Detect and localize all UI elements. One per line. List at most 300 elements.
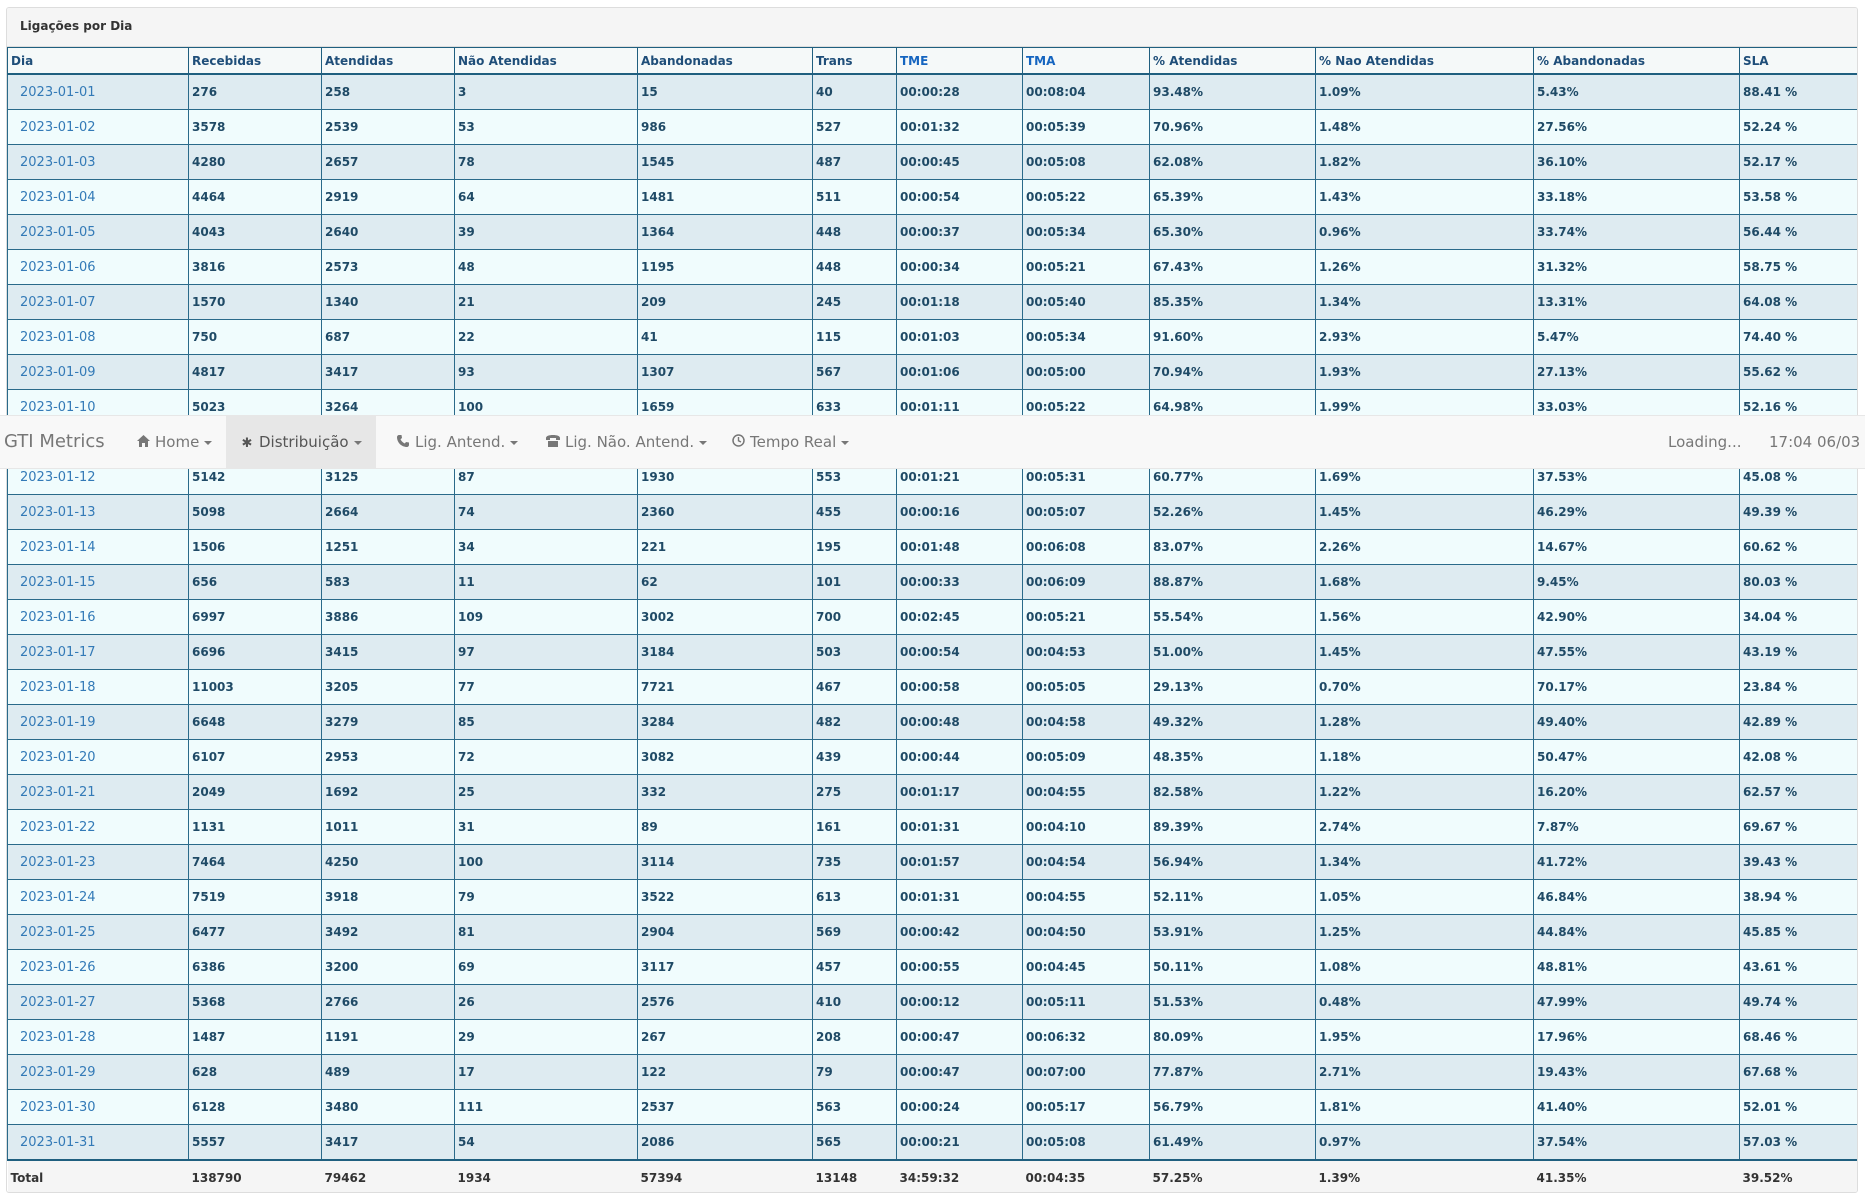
table-cell-pct-abandonadas: 5.47% <box>1534 320 1740 355</box>
table-cell-nao-atendidas: 48 <box>455 250 638 285</box>
table-cell-trans: 511 <box>813 180 897 215</box>
table-cell-recebidas: 6696 <box>189 635 322 670</box>
table-cell-pct-abandonadas: 33.18% <box>1534 180 1740 215</box>
table-cell-atendidas: 1011 <box>322 810 455 845</box>
table-cell-atendidas: 2657 <box>322 145 455 180</box>
table-cell-atendidas: 2640 <box>322 215 455 250</box>
table-cell-tma: 00:08:04 <box>1023 74 1150 110</box>
table-cell-pct-atendidas: 60.77% <box>1150 460 1316 495</box>
nav-lig-nao-antend[interactable] <box>536 416 717 468</box>
table-cell-pct-abandonadas: 46.84% <box>1534 880 1740 915</box>
table-cell-sla: 42.89 % <box>1740 705 1858 740</box>
table-cell-pct-atendidas: 83.07% <box>1150 530 1316 565</box>
chevron-down-icon <box>510 441 518 445</box>
table-row <box>8 705 1858 740</box>
table-cell-abandonadas: 1659 <box>638 390 813 425</box>
table-cell-atendidas: 583 <box>322 565 455 600</box>
table-cell-tma: 00:05:07 <box>1023 495 1150 530</box>
table-cell-sla: 52.16 % <box>1740 390 1858 425</box>
table-cell-tma: 00:05:08 <box>1023 145 1150 180</box>
table-cell-pct-atendidas: 85.35% <box>1150 285 1316 320</box>
day-link[interactable]: 2023-01-05 <box>8 215 189 250</box>
table-row <box>8 600 1858 635</box>
table-cell-pct-nao-atendidas: 1.45% <box>1316 495 1534 530</box>
table-cell-sla: 52.01 % <box>1740 1090 1858 1125</box>
table-cell-pct-nao-atendidas: 1.34% <box>1316 285 1534 320</box>
table-cell-nao-atendidas: 21 <box>455 285 638 320</box>
table-cell-trans: 101 <box>813 565 897 600</box>
table-row <box>8 775 1858 810</box>
table-cell-recebidas: 276 <box>189 74 322 110</box>
table-cell-trans: 245 <box>813 285 897 320</box>
table-cell-pct-nao-atendidas: 2.71% <box>1316 1055 1534 1090</box>
table-cell-sla: 69.67 % <box>1740 810 1858 845</box>
table-cell-trans: 40 <box>813 74 897 110</box>
table-cell-tme: 00:00:48 <box>897 705 1023 740</box>
table-cell-recebidas: 6128 <box>189 1090 322 1125</box>
table-cell-pct-nao-atendidas: 1.26% <box>1316 250 1534 285</box>
table-cell-pct-nao-atendidas: 1.56% <box>1316 600 1534 635</box>
table-cell-tma: 00:05:21 <box>1023 250 1150 285</box>
table-cell-abandonadas: 3522 <box>638 880 813 915</box>
table-cell-pct-nao-atendidas: 1.34% <box>1316 845 1534 880</box>
table-cell-tme: 00:00:47 <box>897 1020 1023 1055</box>
table-cell-atendidas: 2664 <box>322 495 455 530</box>
table-cell-nao-atendidas: 53 <box>455 110 638 145</box>
home-icon <box>136 418 150 470</box>
table-cell-pct-nao-atendidas: 0.96% <box>1316 215 1534 250</box>
table-cell-pct-atendidas: 56.94% <box>1150 845 1316 880</box>
table-cell-pct-atendidas: 29.13% <box>1150 670 1316 705</box>
table-cell-atendidas: 3918 <box>322 880 455 915</box>
table-cell-tma: 00:06:08 <box>1023 530 1150 565</box>
top-navbar <box>0 415 1865 469</box>
table-cell-pct-atendidas: 80.09% <box>1150 1020 1316 1055</box>
table-cell-recebidas: 6107 <box>189 740 322 775</box>
column-header-pct-atendidas: % Atendidas <box>1150 48 1316 75</box>
table-cell-tma: 00:05:08 <box>1023 1125 1150 1161</box>
table-cell-trans: 448 <box>813 215 897 250</box>
table-cell-trans: 700 <box>813 600 897 635</box>
table-cell-pct-atendidas: 48.35% <box>1150 740 1316 775</box>
nav-lig-antend-label: Lig. Antend. <box>415 433 506 451</box>
table-cell-recebidas: 3816 <box>189 250 322 285</box>
table-cell-pct-nao-atendidas: 2.74% <box>1316 810 1534 845</box>
day-link[interactable]: 2023-01-19 <box>8 705 189 740</box>
table-cell-pct-abandonadas: 9.45% <box>1534 565 1740 600</box>
table-cell-recebidas: 5368 <box>189 985 322 1020</box>
table-row <box>8 810 1858 845</box>
table-cell-sla: 53.58 % <box>1740 180 1858 215</box>
table-cell-tme: 00:00:58 <box>897 670 1023 705</box>
table-cell-tme: 00:00:47 <box>897 1055 1023 1090</box>
table-cell-trans: 448 <box>813 250 897 285</box>
table-cell-nao-atendidas: 11 <box>455 565 638 600</box>
table-cell-pct-abandonadas: 7.87% <box>1534 810 1740 845</box>
table-cell-nao-atendidas: 87 <box>455 460 638 495</box>
table-cell-abandonadas: 122 <box>638 1055 813 1090</box>
day-link[interactable]: 2023-01-16 <box>8 600 189 635</box>
table-cell-atendidas: 3279 <box>322 705 455 740</box>
table-cell-recebidas: 628 <box>189 1055 322 1090</box>
table-cell-tma: 00:05:00 <box>1023 355 1150 390</box>
table-cell-recebidas: 656 <box>189 565 322 600</box>
table-cell-nao-atendidas: 39 <box>455 215 638 250</box>
ligacoes-panel <box>6 7 1861 1193</box>
column-header-tme[interactable]: TME <box>897 48 1023 75</box>
table-row <box>8 180 1858 215</box>
table-cell-recebidas: 5098 <box>189 495 322 530</box>
day-link[interactable]: 2023-01-02 <box>8 110 189 145</box>
table-cell-abandonadas: 15 <box>638 74 813 110</box>
day-link[interactable]: 2023-01-03 <box>8 145 189 180</box>
table-cell-nao-atendidas: 34 <box>455 530 638 565</box>
table-cell-pct-atendidas: 52.26% <box>1150 495 1316 530</box>
clock-icon <box>731 418 745 470</box>
table-cell-nao-atendidas: 54 <box>455 1125 638 1161</box>
table-cell-recebidas: 11003 <box>189 670 322 705</box>
table-cell-recebidas: 6386 <box>189 950 322 985</box>
table-cell-abandonadas: 2576 <box>638 985 813 1020</box>
table-cell-pct-abandonadas: 36.10% <box>1534 145 1740 180</box>
table-cell-trans: 457 <box>813 950 897 985</box>
table-cell-sla: 43.19 % <box>1740 635 1858 670</box>
table-cell-sla: 34.04 % <box>1740 600 1858 635</box>
table-cell-trans: 633 <box>813 390 897 425</box>
table-cell-nao-atendidas: 100 <box>455 845 638 880</box>
table-row <box>8 145 1858 180</box>
table-cell-pct-nao-atendidas: 1.68% <box>1316 565 1534 600</box>
table-cell-pct-abandonadas: 33.74% <box>1534 215 1740 250</box>
day-link[interactable]: 2023-01-10 <box>8 390 189 425</box>
table-cell-abandonadas: 267 <box>638 1020 813 1055</box>
table-cell-tme: 00:01:03 <box>897 320 1023 355</box>
day-link[interactable]: 2023-01-04 <box>8 180 189 215</box>
table-cell-trans: 569 <box>813 915 897 950</box>
table-cell-pct-atendidas: 70.96% <box>1150 110 1316 145</box>
table-cell-recebidas: 5557 <box>189 1125 322 1161</box>
table-cell-tma: 00:04:58 <box>1023 705 1150 740</box>
nav-lig-antend[interactable] <box>386 416 528 468</box>
table-cell-tme: 00:00:45 <box>897 145 1023 180</box>
table-cell-pct-nao-atendidas: 1.81% <box>1316 1090 1534 1125</box>
table-cell-recebidas: 6477 <box>189 915 322 950</box>
table-cell-tma: 00:04:53 <box>1023 635 1150 670</box>
table-cell-recebidas: 6648 <box>189 705 322 740</box>
table-cell-atendidas: 4250 <box>322 845 455 880</box>
clock-readout: 17:04 06/03 <box>1769 433 1861 451</box>
nav-distribuicao[interactable] <box>226 416 376 468</box>
table-cell-pct-abandonadas: 31.32% <box>1534 250 1740 285</box>
panel-title: Ligações por Dia <box>7 8 1857 47</box>
table-cell-tme: 00:00:42 <box>897 915 1023 950</box>
table-cell-abandonadas: 3284 <box>638 705 813 740</box>
table-cell-tma: 00:05:34 <box>1023 320 1150 355</box>
table-cell-trans: 563 <box>813 1090 897 1125</box>
table-cell-pct-nao-atendidas: 0.70% <box>1316 670 1534 705</box>
table-cell-atendidas: 3492 <box>322 915 455 950</box>
table-cell-recebidas: 4817 <box>189 355 322 390</box>
table-cell-pct-nao-atendidas: 1.43% <box>1316 180 1534 215</box>
chevron-down-icon <box>354 441 362 445</box>
table-cell-recebidas: 1570 <box>189 285 322 320</box>
table-cell-nao-atendidas: 111 <box>455 1090 638 1125</box>
table-cell-tma: 00:05:22 <box>1023 180 1150 215</box>
table-cell-trans: 565 <box>813 1125 897 1161</box>
table-cell-tme: 00:02:45 <box>897 600 1023 635</box>
table-row <box>8 495 1858 530</box>
nav-home[interactable] <box>126 416 226 468</box>
table-cell-pct-abandonadas: 48.81% <box>1534 950 1740 985</box>
table-cell-nao-atendidas: 79 <box>455 880 638 915</box>
table-cell-sla: 62.57 % <box>1740 775 1858 810</box>
table-cell-nao-atendidas: 31 <box>455 810 638 845</box>
table-cell-abandonadas: 1481 <box>638 180 813 215</box>
table-row <box>8 880 1858 915</box>
table-cell-tme: 00:01:31 <box>897 880 1023 915</box>
table-cell-pct-abandonadas: 17.96% <box>1534 1020 1740 1055</box>
table-cell-tma: 00:05:21 <box>1023 600 1150 635</box>
total-label: Total <box>8 1160 189 1193</box>
table-cell-tma: 00:05:40 <box>1023 285 1150 320</box>
table-cell-tme: 00:00:24 <box>897 1090 1023 1125</box>
table-cell-sla: 64.08 % <box>1740 285 1858 320</box>
day-link[interactable]: 2023-01-20 <box>8 740 189 775</box>
table-cell-pct-abandonadas: 44.84% <box>1534 915 1740 950</box>
table-cell-pct-atendidas: 50.11% <box>1150 950 1316 985</box>
table-cell-abandonadas: 1930 <box>638 460 813 495</box>
asterisk-icon: ✱ <box>241 436 253 451</box>
column-header-abandonadas: Abandonadas <box>638 48 813 75</box>
table-cell-atendidas: 3415 <box>322 635 455 670</box>
table-cell-pct-atendidas: 88.87% <box>1150 565 1316 600</box>
table-cell-pct-abandonadas: 37.53% <box>1534 460 1740 495</box>
total-cell-pct-atendidas: 57.25% <box>1150 1160 1316 1193</box>
table-cell-nao-atendidas: 100 <box>455 390 638 425</box>
table-row <box>8 670 1858 705</box>
table-cell-sla: 52.17 % <box>1740 145 1858 180</box>
table-cell-atendidas: 3205 <box>322 670 455 705</box>
table-cell-tme: 00:00:37 <box>897 215 1023 250</box>
table-cell-abandonadas: 89 <box>638 810 813 845</box>
table-row <box>8 1020 1858 1055</box>
day-link[interactable]: 2023-01-29 <box>8 1055 189 1090</box>
column-header-tma[interactable]: TMA <box>1023 48 1150 75</box>
table-cell-trans: 527 <box>813 110 897 145</box>
table-cell-abandonadas: 7721 <box>638 670 813 705</box>
table-cell-trans: 455 <box>813 495 897 530</box>
table-cell-nao-atendidas: 72 <box>455 740 638 775</box>
day-link[interactable]: 2023-01-18 <box>8 670 189 705</box>
day-link[interactable]: 2023-01-22 <box>8 810 189 845</box>
column-header-dia: Dia <box>8 48 189 75</box>
table-cell-atendidas: 687 <box>322 320 455 355</box>
table-cell-pct-nao-atendidas: 1.69% <box>1316 460 1534 495</box>
table-cell-recebidas: 750 <box>189 320 322 355</box>
table-cell-pct-abandonadas: 47.55% <box>1534 635 1740 670</box>
table-cell-tme: 00:00:44 <box>897 740 1023 775</box>
table-cell-pct-nao-atendidas: 2.26% <box>1316 530 1534 565</box>
table-cell-nao-atendidas: 3 <box>455 74 638 110</box>
table-cell-atendidas: 258 <box>322 74 455 110</box>
table-row <box>8 985 1858 1020</box>
day-link[interactable]: 2023-01-31 <box>8 1125 189 1161</box>
table-cell-pct-atendidas: 52.11% <box>1150 880 1316 915</box>
table-cell-pct-atendidas: 51.00% <box>1150 635 1316 670</box>
day-link[interactable]: 2023-01-23 <box>8 845 189 880</box>
day-link[interactable]: 2023-01-26 <box>8 950 189 985</box>
table-cell-trans: 613 <box>813 880 897 915</box>
table-cell-pct-nao-atendidas: 1.28% <box>1316 705 1534 740</box>
table-cell-pct-nao-atendidas: 1.18% <box>1316 740 1534 775</box>
table-cell-pct-nao-atendidas: 0.97% <box>1316 1125 1534 1161</box>
table-header-row <box>8 48 1858 75</box>
table-cell-pct-atendidas: 70.94% <box>1150 355 1316 390</box>
day-link[interactable]: 2023-01-28 <box>8 1020 189 1055</box>
day-link[interactable]: 2023-01-17 <box>8 635 189 670</box>
table-cell-pct-nao-atendidas: 1.93% <box>1316 355 1534 390</box>
table-cell-abandonadas: 221 <box>638 530 813 565</box>
table-cell-pct-nao-atendidas: 1.82% <box>1316 145 1534 180</box>
day-link[interactable]: 2023-01-01 <box>8 74 189 110</box>
table-cell-pct-atendidas: 49.32% <box>1150 705 1316 740</box>
table-cell-sla: 52.24 % <box>1740 110 1858 145</box>
day-link[interactable]: 2023-01-07 <box>8 285 189 320</box>
table-cell-pct-atendidas: 67.43% <box>1150 250 1316 285</box>
table-cell-recebidas: 4043 <box>189 215 322 250</box>
table-cell-nao-atendidas: 109 <box>455 600 638 635</box>
day-link[interactable]: 2023-01-09 <box>8 355 189 390</box>
table-cell-tma: 00:06:09 <box>1023 565 1150 600</box>
table-cell-atendidas: 2766 <box>322 985 455 1020</box>
table-cell-nao-atendidas: 64 <box>455 180 638 215</box>
day-link[interactable]: 2023-01-27 <box>8 985 189 1020</box>
table-cell-trans: 503 <box>813 635 897 670</box>
column-header-recebidas: Recebidas <box>189 48 322 75</box>
table-cell-pct-nao-atendidas: 1.05% <box>1316 880 1534 915</box>
table-cell-pct-abandonadas: 16.20% <box>1534 775 1740 810</box>
table-cell-pct-abandonadas: 27.13% <box>1534 355 1740 390</box>
table-cell-tma: 00:04:45 <box>1023 950 1150 985</box>
total-cell-tma: 00:04:35 <box>1023 1160 1150 1193</box>
day-link[interactable]: 2023-01-13 <box>8 495 189 530</box>
table-cell-tma: 00:05:39 <box>1023 110 1150 145</box>
table-cell-recebidas: 2049 <box>189 775 322 810</box>
total-cell-pct-nao-atendidas: 1.39% <box>1316 1160 1534 1193</box>
table-row <box>8 250 1858 285</box>
day-link[interactable]: 2023-01-25 <box>8 915 189 950</box>
day-link[interactable]: 2023-01-30 <box>8 1090 189 1125</box>
table-cell-recebidas: 1506 <box>189 530 322 565</box>
table-cell-abandonadas: 3002 <box>638 600 813 635</box>
table-cell-trans: 439 <box>813 740 897 775</box>
table-cell-abandonadas: 2537 <box>638 1090 813 1125</box>
day-link[interactable]: 2023-01-15 <box>8 565 189 600</box>
table-cell-sla: 74.40 % <box>1740 320 1858 355</box>
table-cell-recebidas: 1131 <box>189 810 322 845</box>
table-cell-atendidas: 2573 <box>322 250 455 285</box>
table-cell-tma: 00:06:32 <box>1023 1020 1150 1055</box>
table-cell-pct-abandonadas: 27.56% <box>1534 110 1740 145</box>
table-cell-trans: 487 <box>813 145 897 180</box>
brand[interactable]: GTI Metrics <box>4 431 105 452</box>
table-cell-tma: 00:04:54 <box>1023 845 1150 880</box>
table-cell-abandonadas: 3117 <box>638 950 813 985</box>
table-cell-nao-atendidas: 26 <box>455 985 638 1020</box>
table-cell-sla: 45.08 % <box>1740 460 1858 495</box>
table-cell-pct-atendidas: 62.08% <box>1150 145 1316 180</box>
day-link[interactable]: 2023-01-08 <box>8 320 189 355</box>
table-cell-abandonadas: 1195 <box>638 250 813 285</box>
table-cell-pct-atendidas: 55.54% <box>1150 600 1316 635</box>
table-row <box>8 320 1858 355</box>
table-cell-trans: 275 <box>813 775 897 810</box>
table-row <box>8 915 1858 950</box>
table-cell-pct-abandonadas: 46.29% <box>1534 495 1740 530</box>
table-cell-pct-nao-atendidas: 1.09% <box>1316 74 1534 110</box>
table-cell-tme: 00:00:21 <box>897 1125 1023 1161</box>
table-row <box>8 355 1858 390</box>
table-cell-abandonadas: 1545 <box>638 145 813 180</box>
table-cell-pct-nao-atendidas: 1.22% <box>1316 775 1534 810</box>
day-link[interactable]: 2023-01-21 <box>8 775 189 810</box>
table-cell-sla: 56.44 % <box>1740 215 1858 250</box>
table-cell-pct-atendidas: 82.58% <box>1150 775 1316 810</box>
table-cell-trans: 567 <box>813 355 897 390</box>
table-cell-nao-atendidas: 69 <box>455 950 638 985</box>
table-cell-pct-atendidas: 53.91% <box>1150 915 1316 950</box>
day-link[interactable]: 2023-01-06 <box>8 250 189 285</box>
table-row <box>8 565 1858 600</box>
table-cell-abandonadas: 41 <box>638 320 813 355</box>
table-cell-sla: 45.85 % <box>1740 915 1858 950</box>
table-cell-abandonadas: 62 <box>638 565 813 600</box>
table-cell-pct-atendidas: 61.49% <box>1150 1125 1316 1161</box>
table-cell-tme: 00:01:31 <box>897 810 1023 845</box>
table-cell-tma: 00:07:00 <box>1023 1055 1150 1090</box>
table-cell-tma: 00:04:10 <box>1023 810 1150 845</box>
table-cell-trans: 115 <box>813 320 897 355</box>
table-row <box>8 845 1858 880</box>
nav-tempo-real-label: Tempo Real <box>750 433 837 451</box>
table-cell-pct-nao-atendidas: 1.08% <box>1316 950 1534 985</box>
table-row <box>8 530 1858 565</box>
table-cell-atendidas: 3264 <box>322 390 455 425</box>
nav-tempo-real[interactable] <box>721 416 859 468</box>
table-cell-tme: 00:01:21 <box>897 460 1023 495</box>
nav-lig-nao-antend-label: Lig. Não. Antend. <box>565 433 695 451</box>
table-cell-pct-atendidas: 64.98% <box>1150 390 1316 425</box>
total-cell-sla: 39.52% <box>1740 1160 1858 1193</box>
table-row <box>8 1125 1858 1161</box>
day-link[interactable]: 2023-01-12 <box>8 460 189 495</box>
table-cell-atendidas: 3417 <box>322 355 455 390</box>
nav-home-label: Home <box>155 433 200 451</box>
table-cell-sla: 57.03 % <box>1740 1125 1858 1161</box>
phone-icon <box>396 418 410 470</box>
table-cell-sla: 42.08 % <box>1740 740 1858 775</box>
table-cell-sla: 88.41 % <box>1740 74 1858 110</box>
table-cell-pct-abandonadas: 33.03% <box>1534 390 1740 425</box>
table-cell-tme: 00:01:11 <box>897 390 1023 425</box>
table-cell-pct-nao-atendidas: 0.48% <box>1316 985 1534 1020</box>
table-cell-tme: 00:01:06 <box>897 355 1023 390</box>
total-cell-recebidas: 138790 <box>189 1160 322 1193</box>
day-link[interactable]: 2023-01-14 <box>8 530 189 565</box>
table-cell-atendidas: 489 <box>322 1055 455 1090</box>
day-link[interactable]: 2023-01-24 <box>8 880 189 915</box>
table-cell-recebidas: 5023 <box>189 390 322 425</box>
